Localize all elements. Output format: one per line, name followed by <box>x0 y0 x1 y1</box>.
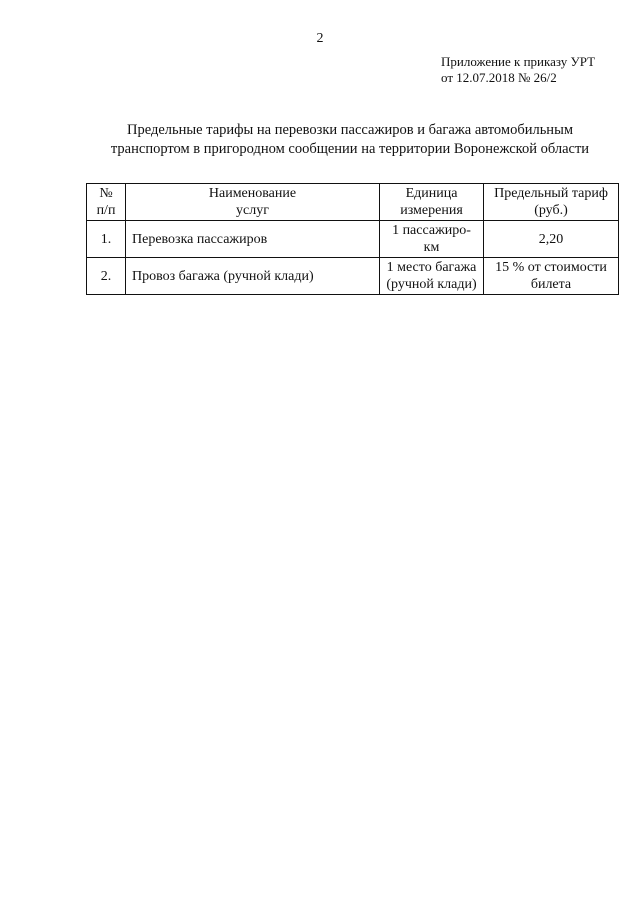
header-number-line-2: п/п <box>96 203 116 218</box>
title-line-2: транспортом в пригородном сообщении на территории Воронежской области <box>110 141 590 157</box>
header-service-name-line-2: услуг <box>236 203 269 218</box>
row-number: 1. <box>87 221 126 258</box>
header-service-name-line-1: Наименование <box>208 186 297 201</box>
row-tariff-line-2: билета <box>530 277 572 292</box>
header-tariff-line-2: (руб.) <box>534 203 568 218</box>
header-unit-line-2: измерения <box>400 203 463 218</box>
row-number: 2. <box>87 258 126 295</box>
row-tariff-line-1: 2,20 <box>538 231 564 247</box>
appendix-note <box>441 54 595 86</box>
table-row <box>87 221 619 258</box>
header-number <box>87 184 126 221</box>
header-service-name <box>126 184 380 221</box>
appendix-line-2: от 12.07.2018 № 26/2 <box>441 70 557 85</box>
row-unit-line-2: (ручной клади) <box>386 277 477 292</box>
table-row <box>87 258 619 295</box>
row-tariff <box>484 221 619 258</box>
appendix-line-1: Приложение к приказу УРТ <box>441 54 596 69</box>
header-number-line-1: № <box>99 186 113 201</box>
header-unit-line-1: Единица <box>405 186 458 201</box>
header-tariff-line-1: Предельный тариф <box>494 186 608 201</box>
row-tariff-line-1: 15 % от стоимости <box>495 260 607 275</box>
tariff-table <box>86 183 619 295</box>
row-unit-line-1: 1 место багажа <box>386 260 477 275</box>
document-title <box>60 121 640 159</box>
row-unit <box>380 221 484 258</box>
page-number: 2 <box>316 31 324 46</box>
row-service-name: Провоз багажа (ручной клади) <box>126 258 380 295</box>
header-tariff <box>484 184 619 221</box>
row-service-name: Перевозка пассажиров <box>126 221 380 258</box>
header-unit <box>380 184 484 221</box>
title-line-1: Предельные тарифы на перевозки пассажиров и багажа автомобильным <box>127 122 573 138</box>
row-unit <box>380 258 484 295</box>
row-unit-line-2: км <box>423 240 440 255</box>
table-header-row <box>87 184 619 221</box>
row-tariff <box>484 258 619 295</box>
row-unit-line-1: 1 пассажиро- <box>392 223 471 238</box>
